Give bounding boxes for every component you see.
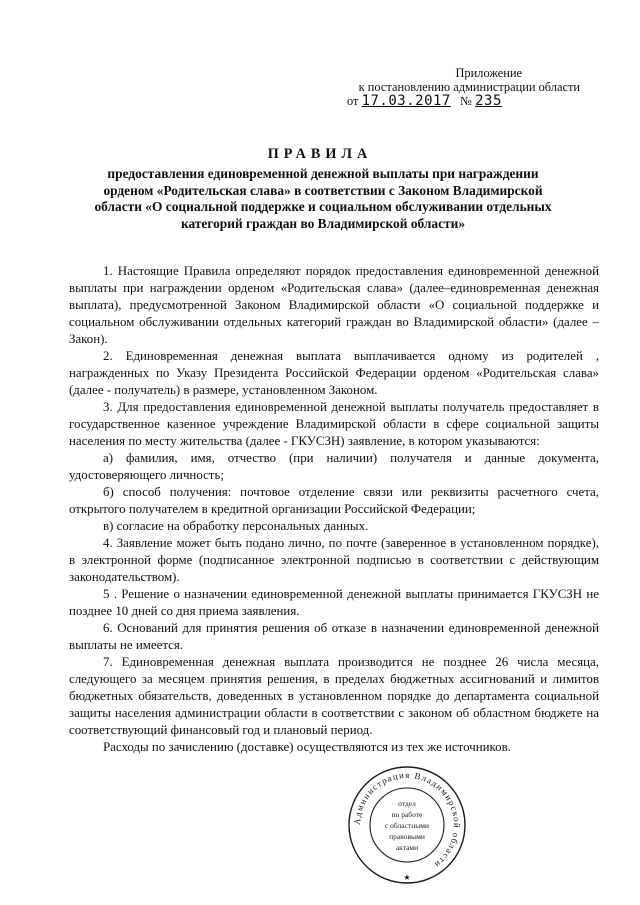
- stamp-center-line-2: по работе: [391, 810, 423, 819]
- from-label: от: [347, 94, 359, 108]
- official-stamp: [346, 764, 468, 886]
- paragraph-7: 7. Единовременная денежная выплата производится не позднее 26 числа месяца, следующего за месяцем принятия решения, в пределах бюджетных ассигнований и лимитов бюджетных обязательств, доведенных в установленном порядке до департамента социальной защиты населения администрации области в соответствии с законом об областном бюджете на соответствующий финансовый год и плановый период.: [69, 655, 599, 737]
- stamp-ring-text: Администрация Владимирской области: [351, 769, 463, 871]
- decree-date: 17.03.2017: [361, 93, 451, 109]
- paragraph-4: 4. Заявление может быть подано лично, по почте (заверенное в установленном порядке), в электронной форме (подписанное электронной подписью в соответствии с действующим законодательством).: [69, 536, 599, 584]
- decree-number: 235: [475, 93, 502, 109]
- paragraph-3a: а) фамилия, имя, отчество (при наличии) получателя и данные документа, удостоверяющего личность;: [69, 451, 599, 482]
- paragraph-5: 5 . Решение о назначении единовременной денежной выплаты принимается ГКУСЗН не позднее 10 дней со дня приема заявления.: [69, 587, 599, 618]
- stamp-center-line-4: правовыми: [389, 832, 425, 841]
- stamp-center-line-5: актами: [395, 843, 419, 852]
- paragraph-final: Расходы по зачислению (доставке) осуществляются из тех же источников.: [103, 740, 511, 754]
- paragraph-3c: в) согласие на обработку персональных данных.: [103, 519, 369, 533]
- document-title: ПРАВИЛА: [267, 146, 373, 162]
- paragraph-2: 2. Единовременная денежная выплата выплачивается одному из родителей , награжденных по Указу Президента Российской Федерации орденом «Родительская слава» (далее - получатель) в размере, установленном Законом.: [69, 349, 599, 397]
- stamp-center-line-1: отдел: [398, 799, 416, 808]
- stamp-center-line-3: с областными: [384, 821, 430, 830]
- appendix-date-number-line: [340, 94, 580, 108]
- appendix-label: Приложение: [455, 66, 522, 80]
- document-body: [69, 263, 599, 756]
- appendix-decree-line: к постановлению администрации области: [358, 80, 580, 94]
- paragraph-3b: б) способ получения: почтовое отделение связи или реквизиты расчетного счета, открытого получателем в кредитной организации Российской Федерации;: [69, 485, 599, 516]
- document-subtitle: предоставления единовременной денежной выплаты при награждении орденом «Родительская слава» в соответствии с Законом Владимирской области «О социальной поддержке и социальном обслуживании отдельных категорий граждан во Владимирской области»: [94, 166, 552, 231]
- stamp-star: ★: [403, 873, 411, 882]
- paragraph-1: 1. Настоящие Правила определяют порядок предоставления единовременной денежной выплаты при награждении орденом «Родительская слава» (далее–единовременная денежная выплата), предусмотренной Законом Владимирской области «О социальной поддержке и социальном обслуживании отдельных категорий граждан во Владимирской области» (далее – Закон).: [69, 264, 599, 346]
- number-label: №: [460, 94, 472, 108]
- paragraph-3: 3. Для предоставления единовременной денежной выплаты получатель предоставляет в государственное казенное учреждение Владимирской области в сфере социальной защиты населения по месту жительства (далее - ГКУСЗН) заявление, в котором указываются:: [69, 400, 599, 448]
- appendix-header: [340, 66, 580, 108]
- paragraph-6: 6. Оснований для принятия решения об отказе в назначении единовременной денежной выплаты не имеется.: [69, 621, 599, 652]
